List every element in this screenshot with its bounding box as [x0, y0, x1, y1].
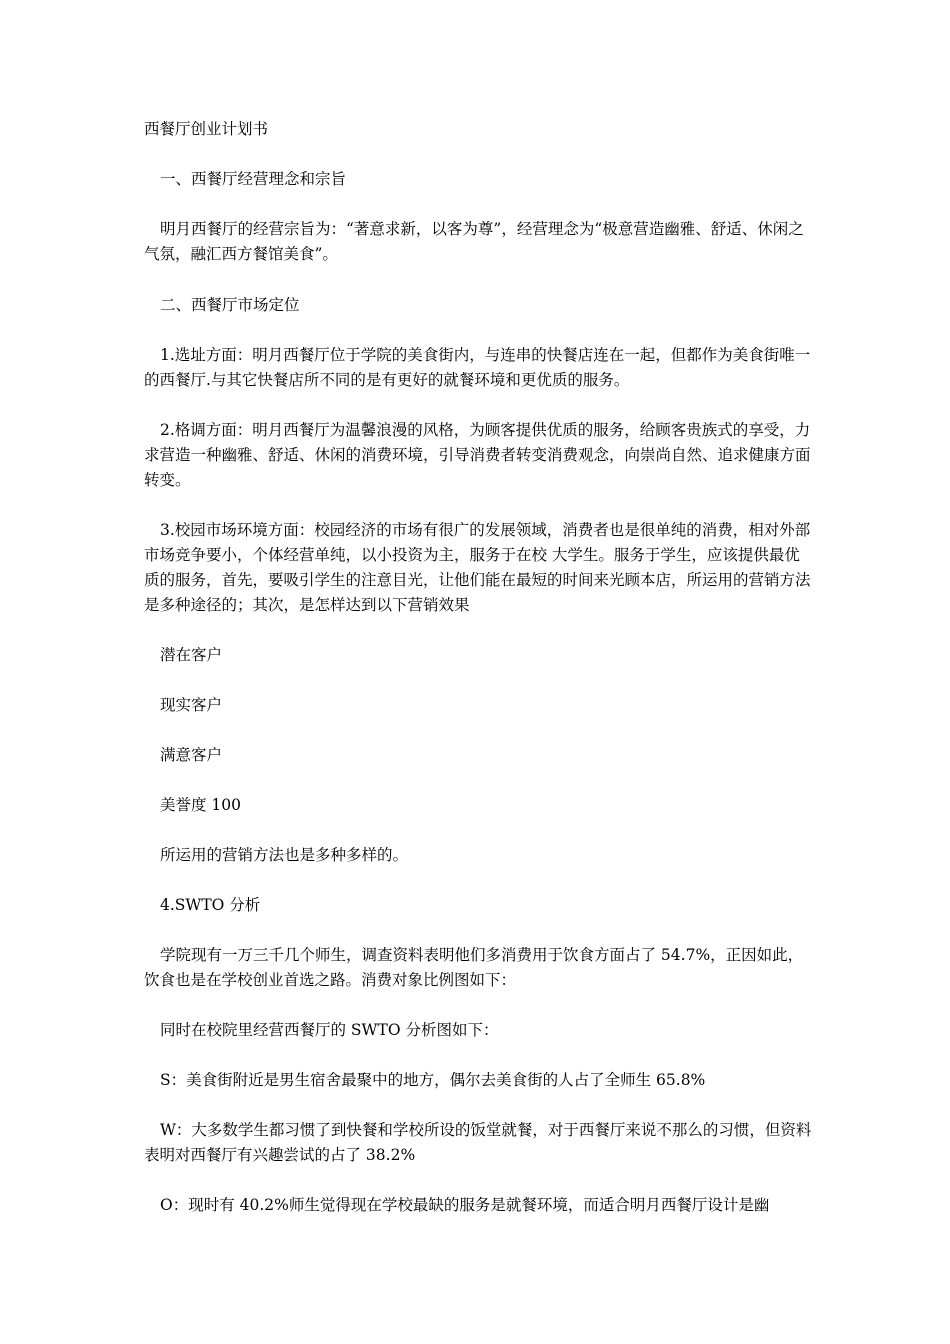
paragraph-survey: 学院现有一万三千几个师生，调查资料表明他们多消费用于饮食方面占了 54.7%，正因如此，饮食也是在学校创业首选之路。消费对象比例图如下：: [144, 946, 804, 989]
paragraph-location: 1.选址方面：明月西餐厅位于学院的美食街内，与连串的快餐店连在一起，但都作为美食街唯一的西餐厅.与其它快餐店所不同的是有更好的就餐环境和更优质的服务。: [144, 346, 811, 389]
section-heading-swto: 4.SWTO 分析: [160, 896, 261, 914]
paragraph-marketing-methods: 所运用的营销方法也是多种多样的。: [160, 846, 409, 864]
list-item-reputation: 美誉度 100: [160, 796, 242, 814]
section-heading-1: 一、西餐厅经营理念和宗旨: [160, 170, 347, 188]
section-heading-2: 二、西餐厅市场定位: [160, 296, 300, 314]
paragraph-strengths: S：美食街附近是男生宿舍最聚中的地方，偶尔去美食街的人占了全师生 65.8%: [160, 1071, 706, 1089]
paragraph-campus-market: 3.校园市场环境方面：校园经济的市场有很广的发展领域，消费者也是很单纯的消费，相对外部市场竞争要小，个体经营单纯，以小投资为主，服务于在校 大学生。服务于学生，应该提供最优质的服务，首先，要吸引学生的注意目光，让他们能在最短的时间来光顾本店，所运用的营销方法是多种途径的；其次，是怎样达到以下营销效果: [144, 521, 811, 614]
document-title: 西餐厅创业计划书: [144, 120, 269, 138]
paragraph-philosophy: 明月西餐厅的经营宗旨为：“著意求新，以客为尊”，经营理念为“极意营造幽雅、舒适、休闲之气氛，融汇西方餐馆美食”。: [144, 220, 804, 263]
paragraph-swto-intro: 同时在校院里经营西餐厅的 SWTO 分析图如下：: [160, 1021, 499, 1039]
list-item-potential-customers: 潜在客户: [160, 646, 223, 664]
paragraph-opportunities: O：现时有 40.2%师生觉得现在学校最缺的服务是就餐环境，而适合明月西餐厅设计是幽: [160, 1196, 770, 1214]
list-item-actual-customers: 现实客户: [160, 696, 223, 714]
paragraph-style: 2.格调方面：明月西餐厅为温馨浪漫的风格，为顾客提供优质的服务，给顾客贵族式的享受，力求营造一种幽雅、舒适、休闲的消费环境，引导消费者转变消费观念，向崇尚自然、追求健康方面转变。: [144, 421, 811, 489]
list-item-satisfied-customers: 满意客户: [160, 746, 223, 764]
paragraph-weaknesses: W：大多数学生都习惯了到快餐和学校所设的饭堂就餐，对于西餐厅来说不那么的习惯，但资料表明对西餐厅有兴趣尝试的占了 38.2%: [144, 1121, 812, 1164]
